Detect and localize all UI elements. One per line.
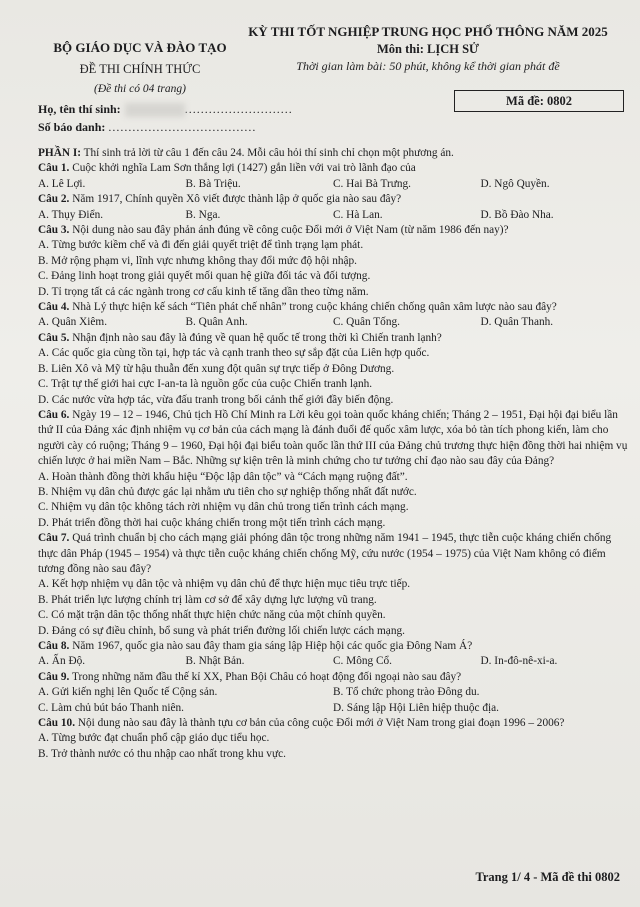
option-c: C. Hà Lan.	[333, 208, 383, 221]
option-d: D. In-đô-nê-xi-a.	[480, 655, 558, 668]
question-4-options	[38, 315, 628, 330]
option-b: B. Mở rộng phạm vi, lĩnh vực nhưng không thay đổi mức độ hội nhập.	[38, 254, 357, 267]
option-d: D. Sáng lập Hội Liên hiệp thuộc địa.	[333, 701, 499, 714]
question-9-options-row1	[38, 685, 628, 700]
option-d: D. Quân Thanh.	[480, 316, 554, 329]
option-d: D. Ngô Quyền.	[480, 177, 550, 190]
exam-title: KỲ THI TỐT NGHIỆP TRUNG HỌC PHỔ THÔNG NĂM 2025	[248, 24, 608, 39]
option-c: C. Trật tự thế giới hai cực I-an-ta là nguồn gốc của cuộc Chiến tranh lạnh.	[38, 378, 373, 391]
option-c: C. Có mặt trận dân tộc thống nhất thực hiện chức năng của một chính quyền.	[38, 609, 386, 622]
option-b: B. Tổ chức phong trào Đông du.	[333, 686, 480, 699]
question-7: Câu 7. Quá trình chuẩn bị cho cách mạng giải phóng dân tộc trong những năm 1941 – 1945, thực tiễn cuộc kháng chiến chống thực dân Pháp (1945 – 1954) và thực tiễn cuộc kháng chiến chống Mỹ, cứu nước (1954 – 1975) của Việt Nam không có điểm tương đồng nào sau đây?	[38, 532, 612, 575]
questions	[38, 146, 628, 762]
question-3: Câu 3. Nội dung nào sau đây phản ánh đúng về công cuộc Đổi mới ở Việt Nam (từ năm 1986 đến nay)?	[38, 224, 509, 237]
official-label: ĐỀ THI CHÍNH THỨC	[79, 62, 201, 76]
option-c: C. Mông Cổ.	[333, 655, 393, 668]
question-8: Câu 8. Năm 1967, quốc gia nào sau đây tham gia sáng lập Hiệp hội các quốc gia Đông Nam Á?	[38, 640, 473, 652]
question-2-options	[38, 208, 628, 223]
option-a: A. Gửi kiến nghị lên Quốc tế Cộng sản.	[38, 686, 218, 699]
candidate-info	[38, 100, 293, 136]
option-b: B. Nga.	[185, 208, 221, 221]
option-c: C. Đảng linh hoạt trong giải quyết mối quan hệ giữa đối tác và đối tượng.	[38, 270, 371, 283]
part1-instructions: PHẦN I: Thí sinh trả lời từ câu 1 đến câu 24. Mỗi câu hỏi thí sinh chỉ chọn một phương án.	[38, 147, 454, 159]
question-1-options	[38, 177, 628, 192]
page-footer: Trang 1/ 4 - Mã đề thi 0802	[475, 870, 620, 884]
option-c: C. Nhiệm vụ dân tộc không tách rời nhiệm vụ dân chủ trong tiến trình cách mạng.	[38, 501, 409, 514]
option-a: A. Lê Lợi.	[38, 177, 86, 190]
option-d: D. Các nước vừa hợp tác, vừa đấu tranh trong bối cảnh thế giới đầy biến động.	[38, 393, 394, 406]
option-a: A. Ấn Độ.	[38, 655, 86, 668]
question-9: Câu 9. Trong những năm đầu thế kỉ XX, Phan Bội Châu có hoạt động đối ngoại nào sau đây?	[38, 670, 462, 683]
header-right	[238, 24, 618, 74]
option-a: A. Từng bước kiềm chế và đi đến giải quyết triệt để tình trạng lạm phát.	[38, 239, 364, 252]
option-a: A. Các quốc gia cùng tồn tại, hợp tác và cạnh tranh theo sự sắp đặt của Liên hợp quốc.	[38, 347, 430, 360]
option-b: B. Quân Anh.	[185, 316, 248, 329]
option-c: C. Hai Bà Trưng.	[333, 177, 411, 190]
time-label: Thời gian làm bài: 50 phút, không kể thời gian phát đề	[296, 59, 560, 73]
question-8-options	[38, 654, 628, 669]
id-dots: .....................................	[108, 120, 257, 134]
option-d: D. Phát triển đồng thời hai cuộc kháng chiến trong một tiến trình cách mạng.	[38, 516, 386, 529]
ministry-name: BỘ GIÁO DỤC VÀ ĐÀO TẠO	[53, 40, 227, 55]
option-a: A. Từng bước đạt chuẩn phổ cập giáo dục tiểu học.	[38, 732, 270, 745]
option-a: A. Thụy Điển.	[38, 208, 104, 221]
option-a: A. Quân Xiêm.	[38, 316, 108, 329]
option-b: B. Nhiệm vụ dân chủ được gác lại nhằm ưu tiên cho sự nghiệp thống nhất đất nước.	[38, 485, 417, 498]
redacted-name	[125, 103, 185, 117]
question-5: Câu 5. Nhận định nào sau đây là đúng về quan hệ quốc tế trong thời kì Chiến tranh lạnh?	[38, 331, 442, 344]
option-b: B. Trở thành nước có thu nhập cao nhất trong khu vực.	[38, 747, 286, 760]
question-9-options-row2	[38, 701, 628, 716]
header-left	[40, 40, 240, 95]
option-a: A. Hoàn thành đồng thời khẩu hiệu “Độc lập dân tộc” và “Cách mạng ruộng đất”.	[38, 470, 408, 483]
option-c: C. Làm chủ bút báo Thanh niên.	[38, 701, 184, 714]
option-d: D. Tỉ trọng tất cả các ngành trong cơ cấu kinh tế tăng dần theo từng năm.	[38, 285, 369, 298]
option-c: C. Quân Tống.	[333, 316, 400, 329]
option-d: D. Đảng có sự điều chỉnh, bổ sung và phát triển đường lối chiến lược cách mạng.	[38, 624, 405, 637]
option-b: B. Phát triển lực lượng chính trị làm cơ sở để xây dựng lực lượng vũ trang.	[38, 593, 377, 606]
option-d: D. Bồ Đào Nha.	[480, 208, 554, 221]
question-10: Câu 10. Nội dung nào sau đây là thành tựu cơ bản của công cuộc Đổi mới ở Việt Nam trong giai đoạn 1996 – 2006?	[38, 717, 565, 730]
subject-label: Môn thi: LỊCH SỬ	[377, 42, 479, 56]
question-6: Câu 6. Ngày 19 – 12 – 1946, Chủ tịch Hồ Chí Minh ra Lời kêu gọi toàn quốc kháng chiến; Tháng 2 – 1951, Đại hội đại biểu lần thứ II của Đảng xác định nhiệm vụ cơ bản của cách mạng là đánh đuổi đế quốc xâm lược, xóa bỏ tàn tích phong kiến, làm cho người cày có ruộng; Tháng 9 – 1960, Đại hội đại biểu toàn quốc lần thứ III của Đảng chủ trương thực hiện đồng thời hai nhiệm vụ chiến lược ở hai miền Nam – Bắc. Những sự kiện trên là minh chứng cho tư tưởng chỉ đạo nào sau đây của Đảng?	[38, 408, 628, 468]
candidate-name-label: Họ, tên thí sinh:	[38, 102, 121, 116]
candidate-id-label: Số báo danh:	[38, 120, 106, 134]
page-count: (Đề thi có 04 trang)	[94, 83, 186, 95]
exam-code-box: Mã đề: 0802	[454, 90, 624, 112]
name-dots: ...........................	[184, 102, 293, 116]
question-1: Câu 1. Cuộc khởi nghĩa Lam Sơn thắng lợi (1427) gắn liền với vai trò lãnh đạo của	[38, 162, 416, 175]
option-b: B. Liên Xô và Mỹ từ hậu thuẫn đến xung đột quân sự trực tiếp ở Đông Dương.	[38, 362, 395, 375]
option-b: B. Bà Triệu.	[185, 177, 241, 190]
option-a: A. Kết hợp nhiệm vụ dân tộc và nhiệm vụ dân chủ để thực hiện mục tiêu trực tiếp.	[38, 578, 411, 591]
question-4: Câu 4. Nhà Lý thực hiện kế sách “Tiên phát chế nhân” trong cuộc kháng chiến chống quân xâm lược nào sau đây?	[38, 301, 557, 314]
question-2: Câu 2. Năm 1917, Chính quyền Xô viết được thành lập ở quốc gia nào sau đây?	[38, 193, 402, 206]
option-b: B. Nhật Bản.	[185, 655, 245, 668]
